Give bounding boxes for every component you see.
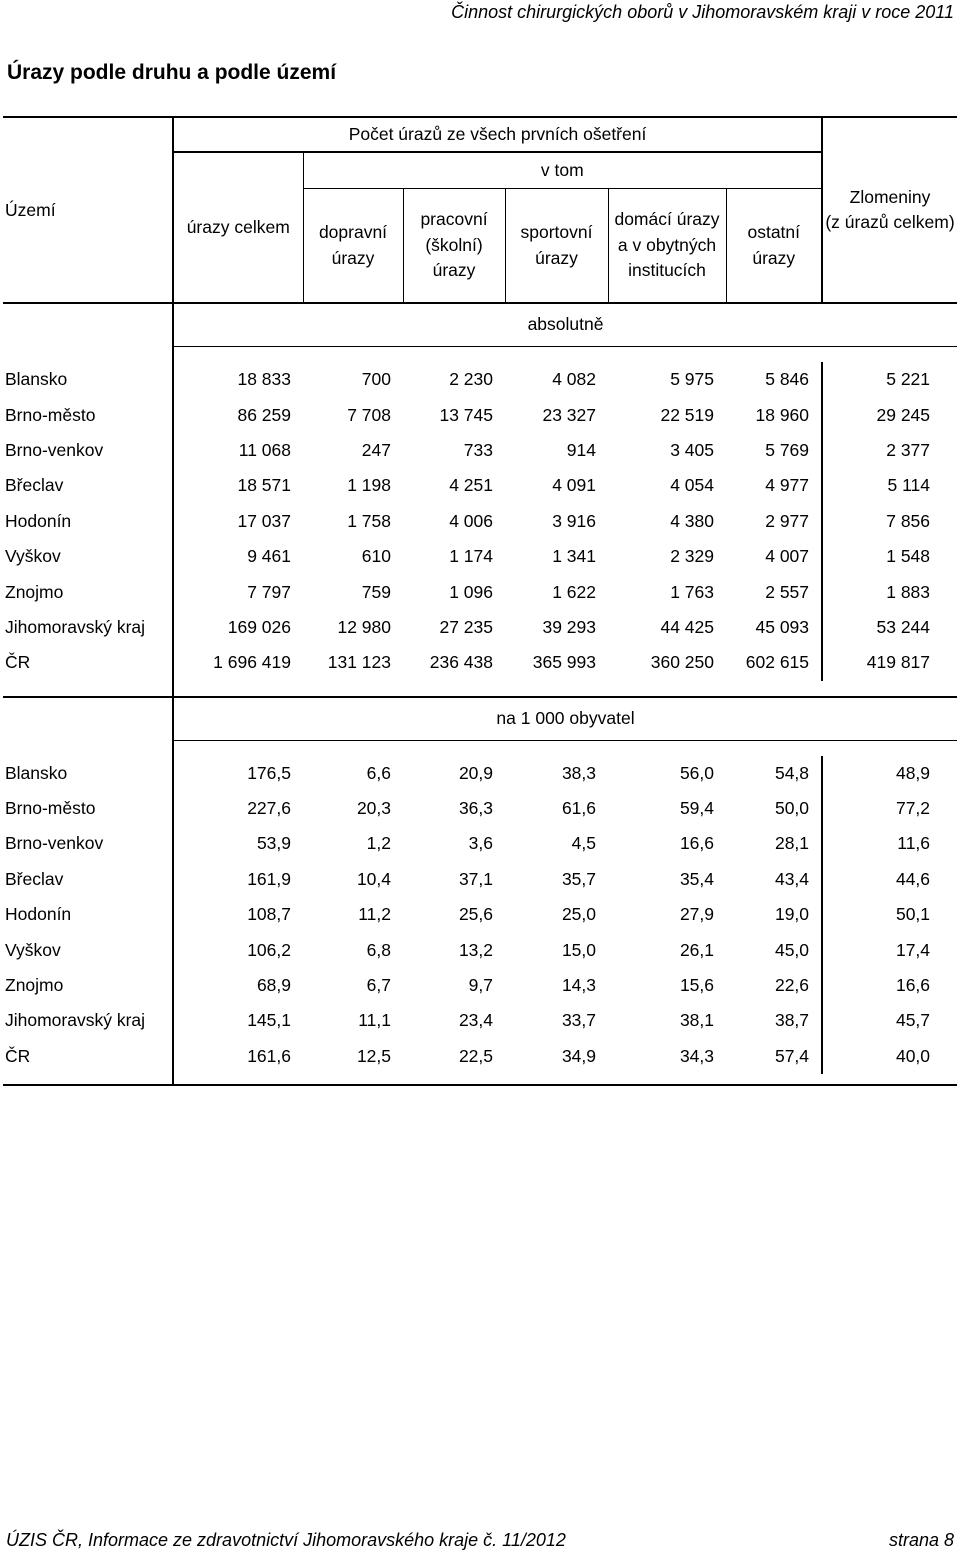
header-group: Počet úrazů ze všech prvních ošetření (173, 117, 822, 152)
value-cell: 176,5 (173, 756, 303, 791)
value-cell: 50,0 (774, 798, 810, 819)
header-work-line1: pracovní (420, 209, 488, 230)
value-cell: 3 916 (552, 510, 596, 531)
value-cell: 7 856 (822, 504, 957, 539)
value-cell: 1 883 (822, 574, 957, 609)
value-cell: 6,8 (366, 939, 391, 960)
territory-cell: Brno-venkov (5, 833, 104, 854)
value-cell: 5 114 (822, 468, 957, 503)
value-cell: 28,1 (774, 833, 810, 854)
value-cell: 18 833 (173, 362, 303, 397)
value-cell: 38,1 (679, 1010, 714, 1031)
value-cell: 86 259 (173, 397, 303, 432)
value-cell: 360 250 (650, 652, 714, 673)
header-other (726, 189, 822, 304)
territory-cell: Břeclav (5, 868, 64, 889)
header-sport-line2: úrazy (535, 247, 578, 268)
table-header (3, 117, 957, 362)
value-cell: 12,5 (356, 1045, 391, 1066)
value-cell: 4 091 (552, 475, 596, 496)
header-traffic-line2: úrazy (331, 247, 375, 268)
table-row (3, 791, 957, 826)
value-cell: 1 622 (552, 581, 596, 602)
header-work (403, 189, 505, 304)
value-cell: 53,9 (173, 826, 303, 861)
value-cell: 44,6 (822, 862, 957, 897)
value-cell: 13,2 (458, 939, 493, 960)
section-spacer (3, 303, 173, 347)
value-cell: 4 006 (449, 510, 493, 531)
header-other-line2: úrazy (752, 247, 796, 268)
value-cell: 19,0 (774, 904, 810, 925)
value-cell: 914 (566, 439, 596, 460)
value-cell: 57,4 (774, 1045, 810, 1066)
value-cell: 40,0 (822, 1039, 957, 1074)
value-cell: 169 026 (173, 610, 303, 645)
header-sport (505, 189, 608, 304)
value-cell: 68,9 (173, 968, 303, 1003)
value-cell: 44 425 (660, 616, 714, 637)
value-cell: 16,6 (822, 968, 957, 1003)
value-cell: 20,9 (458, 762, 493, 783)
section-absolute: absolutně (173, 303, 957, 347)
value-cell: 11,6 (822, 826, 957, 861)
territory-cell: Znojmo (5, 581, 64, 602)
value-cell: 1 341 (552, 546, 596, 567)
value-cell: 59,4 (679, 798, 714, 819)
absolute-rows (3, 362, 957, 681)
value-cell: 25,0 (561, 904, 596, 925)
table-row (3, 932, 957, 967)
territory-cell: Hodonín (5, 510, 72, 531)
header-other-line1: ostatní (747, 222, 801, 243)
value-cell: 35,7 (561, 868, 596, 889)
value-cell: 38,7 (774, 1010, 810, 1031)
table-row (3, 610, 957, 645)
table-row (3, 826, 957, 861)
value-cell: 45 093 (755, 616, 810, 637)
value-cell: 106,2 (173, 932, 303, 967)
table-row (3, 539, 957, 574)
value-cell: 4 054 (670, 475, 714, 496)
territory-cell: Jihomoravský kraj (5, 1010, 146, 1031)
value-cell: 3,6 (468, 833, 493, 854)
value-cell: 77,2 (822, 791, 957, 826)
injuries-table (3, 116, 957, 1086)
value-cell: 1,2 (366, 833, 391, 854)
value-cell: 4 380 (670, 510, 714, 531)
table-row (3, 1003, 957, 1038)
territory-cell: Brno-město (5, 404, 96, 425)
value-cell: 1 763 (670, 581, 714, 602)
value-cell: 5 975 (670, 369, 714, 390)
value-cell: 25,6 (458, 904, 493, 925)
value-cell: 7 708 (347, 404, 391, 425)
value-cell: 4 977 (765, 475, 810, 496)
value-cell: 36,3 (458, 798, 493, 819)
territory-cell: ČR (5, 1045, 31, 1066)
table-row (3, 504, 957, 539)
header-sport-line1: sportovní (520, 222, 593, 243)
table-row (3, 574, 957, 609)
value-cell: 365 993 (532, 652, 596, 673)
value-cell: 700 (361, 369, 391, 390)
value-cell: 4 082 (552, 369, 596, 390)
value-cell: 5 769 (765, 439, 810, 460)
value-cell: 26,1 (679, 939, 714, 960)
header-territory: Území (5, 200, 56, 220)
value-cell: 14,3 (561, 975, 596, 996)
header-home (608, 189, 726, 304)
value-cell: 13 745 (439, 404, 493, 425)
value-cell: 7 797 (173, 574, 303, 609)
territory-cell: Břeclav (5, 475, 64, 496)
table-row (3, 862, 957, 897)
value-cell: 33,7 (561, 1010, 596, 1031)
value-cell: 48,9 (822, 756, 957, 791)
table-row (3, 897, 957, 932)
value-cell: 131 123 (327, 652, 391, 673)
value-cell: 759 (361, 581, 391, 602)
value-cell: 1 696 419 (173, 645, 303, 680)
value-cell: 56,0 (679, 762, 714, 783)
value-cell: 43,4 (774, 868, 810, 889)
table-row (3, 397, 957, 432)
running-header: Činnost chirurgických oborů v Jihomoravském kraji v roce 2011 (451, 2, 954, 22)
value-cell: 419 817 (822, 645, 957, 680)
territory-cell: Hodonín (5, 904, 72, 925)
header-work-line2: (školní) (425, 234, 483, 255)
territory-cell: Jihomoravský kraj (5, 616, 146, 637)
table-row (3, 645, 957, 680)
value-cell: 45,7 (822, 1003, 957, 1038)
table-row (3, 968, 957, 1003)
header-traffic (303, 189, 403, 304)
value-cell: 18 571 (173, 468, 303, 503)
value-cell: 12 980 (337, 616, 391, 637)
value-cell: 11 068 (173, 433, 303, 468)
header-work-line3: úrazy (432, 260, 476, 281)
value-cell: 38,3 (561, 762, 596, 783)
territory-cell: Znojmo (5, 975, 64, 996)
value-cell: 1 174 (449, 546, 493, 567)
header-fractures-line1: Zlomeniny (849, 186, 931, 207)
header-home-line3: institucích (628, 260, 706, 281)
header-home-line1: domácí úrazy (614, 209, 720, 230)
territory-cell: Blansko (5, 369, 68, 390)
value-cell: 161,9 (173, 862, 303, 897)
footer-source: ÚZIS ČR, Informace ze zdravotnictví Jihomoravského kraje č. 11/2012 (6, 1530, 566, 1550)
value-cell: 22,6 (774, 975, 810, 996)
value-cell: 39 293 (542, 616, 596, 637)
value-cell: 2 977 (765, 510, 810, 531)
value-cell: 247 (361, 439, 391, 460)
value-cell: 1 198 (347, 475, 391, 496)
value-cell: 34,3 (679, 1045, 714, 1066)
value-cell: 27,9 (679, 904, 714, 925)
territory-cell: Blansko (5, 762, 68, 783)
territory-cell: Vyškov (5, 939, 61, 960)
table-row (3, 468, 957, 503)
per1000-rows (3, 756, 957, 1075)
value-cell: 4,5 (571, 833, 596, 854)
territory-cell: ČR (5, 652, 31, 673)
value-cell: 2 377 (822, 433, 957, 468)
value-cell: 45,0 (774, 939, 810, 960)
section-per1000: na 1 000 obyvatel (173, 697, 957, 741)
value-cell: 11,1 (358, 1010, 391, 1031)
territory-cell: Brno-venkov (5, 439, 104, 460)
value-cell: 610 (361, 546, 391, 567)
value-cell: 18 960 (755, 404, 810, 425)
value-cell: 20,3 (356, 798, 391, 819)
page-title: Úrazy podle druhu a podle území (7, 61, 337, 84)
value-cell: 6,7 (366, 975, 391, 996)
value-cell: 17 037 (173, 504, 303, 539)
header-fractures-line2: (z úrazů celkem) (825, 212, 955, 232)
value-cell: 227,6 (173, 791, 303, 826)
territory-cell: Vyškov (5, 546, 61, 567)
section-per1000-block (3, 681, 957, 756)
value-cell: 23 327 (542, 404, 596, 425)
value-cell: 733 (463, 439, 493, 460)
section-spacer (3, 697, 173, 741)
value-cell: 10,4 (356, 868, 391, 889)
table-row (3, 433, 957, 468)
value-cell: 22,5 (458, 1045, 493, 1066)
value-cell: 1 758 (347, 510, 391, 531)
value-cell: 6,6 (366, 762, 391, 783)
table-row (3, 1039, 957, 1074)
value-cell: 37,1 (458, 868, 493, 889)
value-cell: 9,7 (468, 975, 493, 996)
value-cell: 29 245 (822, 397, 957, 432)
value-cell: 145,1 (173, 1003, 303, 1038)
value-cell: 2 329 (670, 546, 714, 567)
value-cell: 161,6 (173, 1039, 303, 1074)
value-cell: 15,6 (679, 975, 714, 996)
header-traffic-line1: dopravní (318, 222, 388, 243)
value-cell: 2 230 (449, 369, 493, 390)
value-cell: 602 615 (745, 652, 810, 673)
value-cell: 1 096 (449, 581, 493, 602)
header-home-line2: a v obytných (617, 234, 717, 255)
territory-cell: Brno-město (5, 798, 96, 819)
value-cell: 4 007 (765, 546, 810, 567)
value-cell: 61,6 (561, 798, 596, 819)
header-total: úrazy celkem (173, 152, 303, 303)
value-cell: 17,4 (822, 932, 957, 967)
value-cell: 15,0 (561, 939, 596, 960)
value-cell: 22 519 (660, 404, 714, 425)
value-cell: 16,6 (679, 833, 714, 854)
value-cell: 236 438 (429, 652, 493, 673)
value-cell: 9 461 (173, 539, 303, 574)
value-cell: 34,9 (561, 1045, 596, 1066)
footer-page: strana 8 (888, 1530, 954, 1550)
header-fractures (822, 117, 957, 303)
value-cell: 1 548 (822, 539, 957, 574)
value-cell: 35,4 (679, 868, 714, 889)
value-cell: 54,8 (774, 762, 810, 783)
value-cell: 3 405 (670, 439, 714, 460)
value-cell: 4 251 (449, 475, 493, 496)
value-cell: 53 244 (822, 610, 957, 645)
value-cell: 23,4 (458, 1010, 493, 1031)
table-row (3, 756, 957, 791)
value-cell: 5 846 (765, 369, 810, 390)
value-cell: 108,7 (173, 897, 303, 932)
table-row (3, 362, 957, 397)
value-cell: 27 235 (439, 616, 493, 637)
value-cell: 2 557 (765, 581, 810, 602)
value-cell: 11,2 (358, 904, 391, 925)
value-cell: 50,1 (822, 897, 957, 932)
value-cell: 5 221 (822, 362, 957, 397)
header-vtom: v tom (303, 152, 822, 189)
